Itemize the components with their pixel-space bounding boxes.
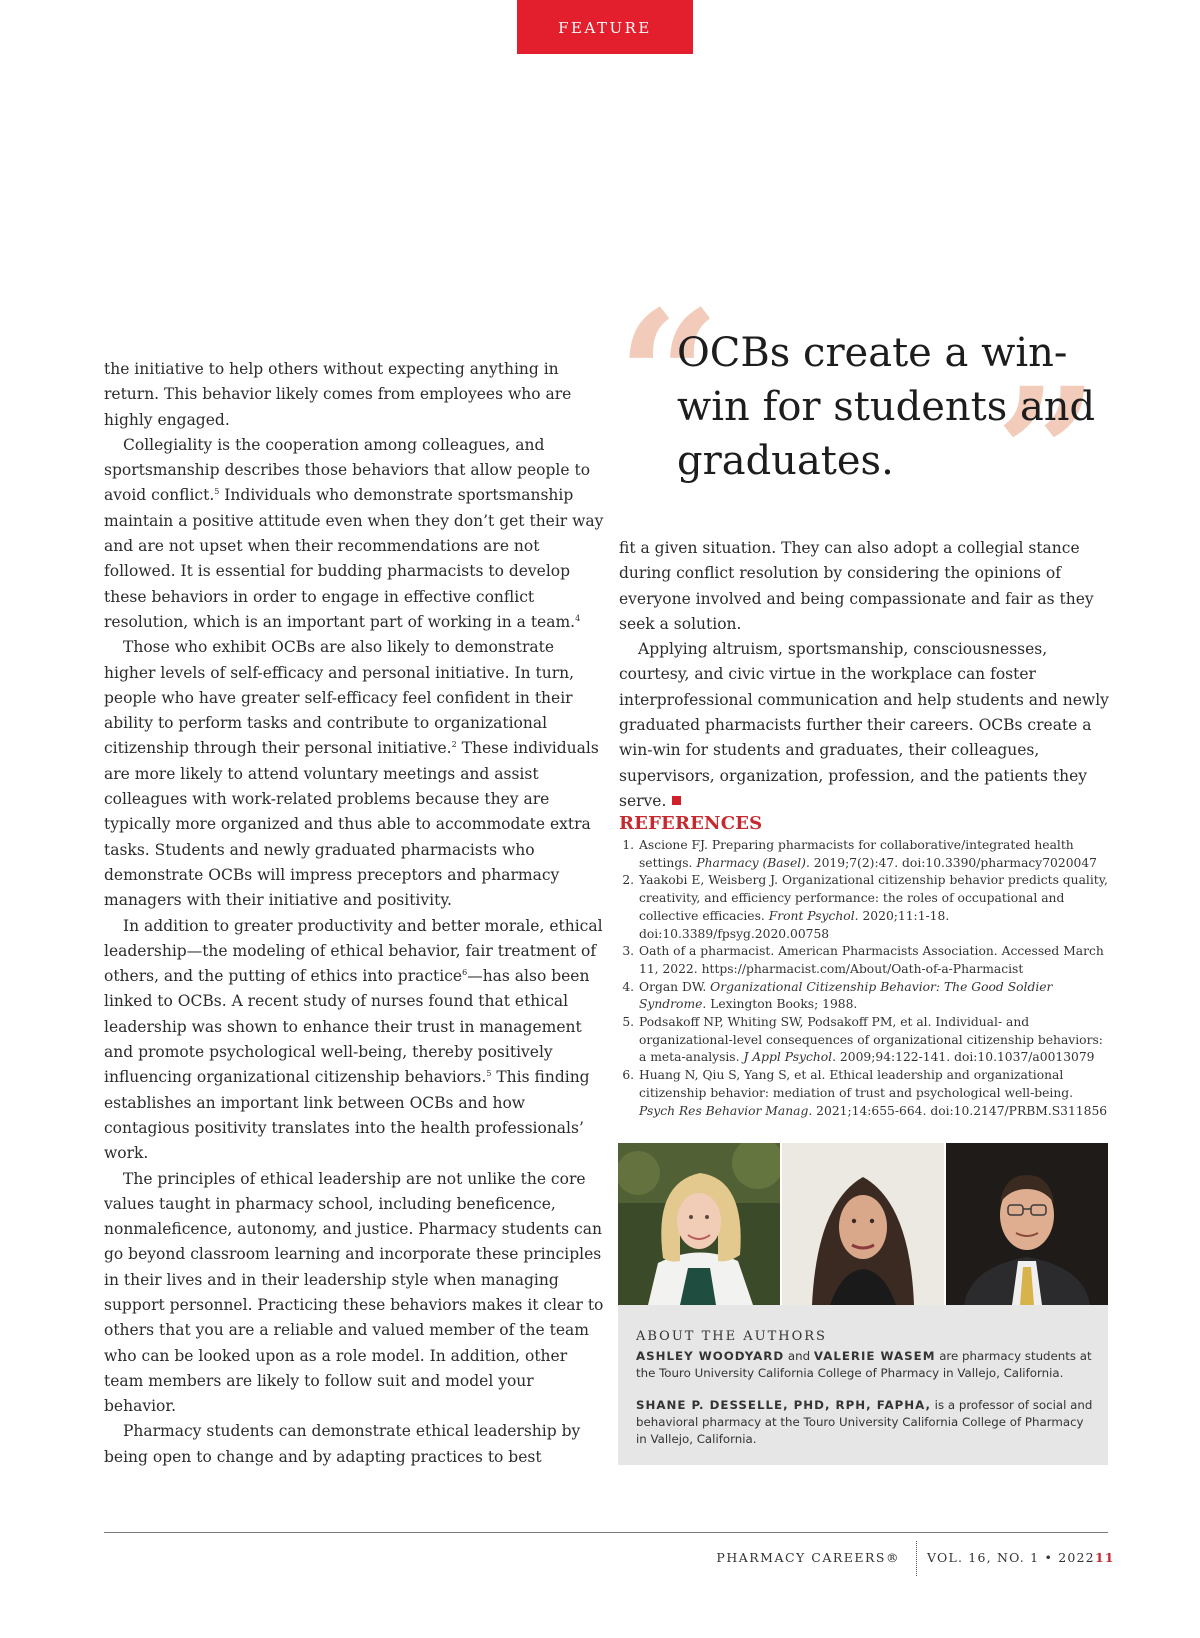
pull-quote (617, 272, 1117, 560)
footer-divider (104, 1532, 1108, 1533)
reference-item: 5. Podsakoff NP, Whiting SW, Podsakoff PM, et al. Individual- and organizational-level consequences of organizational citizenship behaviors: a meta-analysis. J Appl Psychol. 2009;94:122-141. doi:10.1037/a0013079 (638, 1014, 1109, 1067)
reference-item: 1. Ascione FJ. Preparing pharmacists for collaborative/integrated health settings. Pharmacy (Basel). 2019;7(2):47. doi:10.3390/pharmacy7020047 (638, 837, 1109, 872)
references-section (619, 813, 1109, 1120)
body-paragraph: the initiative to help others without expecting anything in return. This behavior likely comes from employees who are highly engaged. (104, 360, 572, 429)
citation-ref: 5 (486, 1069, 492, 1079)
body-paragraph: Applying altruism, sportsmanship, consciousnesses, courtesy, and civic virtue in the workplace can foster interprofessional communication and help students and newly graduated pharmacists further their careers. OCBs create a win-win for students and graduates, their colleagues, supervisors, organization, profession, and the patients they serve. (619, 640, 1109, 810)
about-the-authors-box (618, 1305, 1108, 1465)
body-paragraph: Pharmacy students can demonstrate ethical leadership by being open to change and by adapting practices to best (104, 1422, 581, 1466)
right-text-column (619, 536, 1119, 814)
author-photo-shane-desselle (946, 1143, 1108, 1305)
citation-ref: 6 (462, 967, 468, 977)
author-bio: SHANE P. DESSELLE, PHD, RPH, FAPHA, is a professor of social and behavioral pharmacy at the Touro University California College of Pharmacy in Vallejo, California. (636, 1398, 1093, 1446)
body-paragraph: Collegiality is the cooperation among colleagues, and sportsmanship describes those behaviors that allow people to avoid conflict.$^5$ Individuals who demonstrate sportsmanship maintain a positive attitude even when they don’t get their way and are not upset when their recommendations are not followed. It is essential for budding pharmacists to develop these behaviors in order to engage in effective conflict resolution, which is an important part of working in a team.$^4$ (104, 435, 604, 631)
end-of-article-icon (672, 796, 681, 805)
footer-publication: PHARMACY CAREERS® (716, 1550, 900, 1565)
author-photo-ashley-woodyard (618, 1143, 780, 1305)
body-paragraph: Those who exhibit OCBs are also likely to demonstrate higher levels of self-efficacy and personal initiative. In turn, people who have greater self-efficacy feel confident in their ability to perform tasks and contribute to organizational citizenship through their personal initiative.$^2$ These individuals are more likely to attend voluntary meetings and assist colleagues with work-related problems because they are typically more organized and thus able to accommodate extra tasks. Students and newly graduated pharmacists who demonstrate OCBs will impress preceptors and pharmacy managers with their initiative and positivity. (104, 638, 599, 910)
page-number: 11 (1095, 1550, 1115, 1565)
author-photo-valerie-wasem (782, 1143, 944, 1305)
references-list (619, 837, 1109, 1120)
pull-quote-text: OCBs create a win-win for students and graduates. (677, 330, 1096, 484)
body-paragraph: In addition to greater productivity and better morale, ethical leadership—the modeling of ethical behavior, fair treatment of others, and the putting of ethics into practice$^6$—has also been linked to OCBs. A recent study of nurses found that ethical leadership was shown to enhance their trust in management and promote psychological well-being, thereby positively influencing organizational citizenship behaviors.$^5$ This finding establishes an important link between OCBs and how contagious positivity translates into the health professionals’ work. (104, 916, 603, 1163)
reference-item: 6. Huang N, Qiu S, Yang S, et al. Ethical leadership and organizational citizenship behavior: mediation of trust and psychological well-being. Psych Res Behavior Manag. 2021;14:655-664. doi:10.2147/PRBM.S311856 (638, 1067, 1109, 1120)
citation-ref: 4 (575, 613, 581, 623)
feature-section-tab: FEATURE (517, 0, 693, 54)
footer-issue: VOL. 16, NO. 1 • 2022 (927, 1550, 1095, 1565)
reference-item: 4. Organ DW. Organizational Citizenship Behavior: The Good Soldier Syndrome. Lexington Books; 1988. (638, 979, 1109, 1014)
author-photos (618, 1143, 1108, 1305)
reference-item: 3. Oath of a pharmacist. American Pharmacists Association. Accessed March 11, 2022. https://pharmacist.com/About/Oath-of-a-Pharmacist (638, 943, 1109, 978)
citation-ref: 2 (451, 740, 457, 750)
references-title: REFERENCES (619, 813, 763, 834)
body-paragraph: The principles of ethical leadership are not unlike the core values taught in pharmacy school, including beneficence, nonmaleficence, autonomy, and justice. Pharmacy students can go beyond classroom learning and incorporate these principles in their lives and in their leadership style when managing support personnel. Practicing these behaviors makes it clear to others that you are a reliable and valued member of the team who can be looked upon as a role model. In addition, other team members are likely to follow suit and model your behavior. (104, 1169, 604, 1416)
left-text-column (104, 357, 604, 1470)
body-paragraph: fit a given situation. They can also adopt a collegial stance during conflict resolution by considering the opinions of everyone involved and being compassionate and fair as they seek a solution. (619, 539, 1094, 633)
close-quote-icon: ” (995, 349, 1099, 560)
reference-item: 2. Yaakobi E, Weisberg J. Organizational citizenship behavior predicts quality, creativity, and efficiency performance: the roles of occupational and collective efficacies. Front Psychol. 2020;11:1-18. doi:10.3389/fpsyg.2020.00758 (638, 872, 1109, 943)
footer-separator (916, 1541, 917, 1576)
author-bio: ASHLEY WOODYARD and VALERIE WASEM are pharmacy students at the Touro University California College of Pharmacy in Vallejo, California. (636, 1348, 1092, 1380)
open-quote-icon: “ (617, 272, 721, 483)
about-title: ABOUT THE AUTHORS (636, 1329, 827, 1344)
citation-ref: 5 (214, 487, 220, 497)
